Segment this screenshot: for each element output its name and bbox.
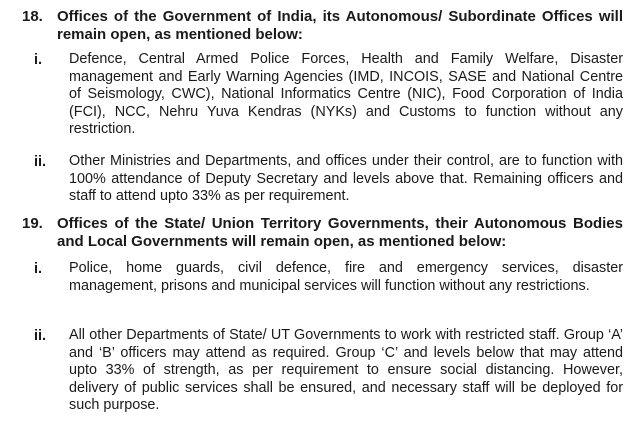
section-18-item-ii-marker: ii. <box>34 154 47 170</box>
section-19-item-ii-marker: ii. <box>34 328 47 344</box>
section-19-item-i-text: Police, home guards, civil defence, fire and emergency services, disaster management, prisons and municipal services will function without any restrictions. <box>69 260 623 294</box>
section-19-heading: Offices of the State/ Union Territory Governments, their Autonomous Bodies and Local Governments will remain open, as mentioned below: <box>57 215 623 250</box>
section-18-item-ii-text: Other Ministries and Departments, and offices under their control, are to function with 100% attendance of Deputy Secretary and levels above that. Remaining officers and staff to attend upto 33% as per requirement. <box>69 153 623 205</box>
section-19-item-ii-text: All other Departments of State/ UT Governments to work with restricted staff. Group ‘A’ and ‘B’ officers may attend as required. Group ‘C’ and levels below that may attend upto 33% of strength, as per requirement to ensure social distancing. However, delivery of public services shall be ensured, and necessary staff will be deployed for such purpose. <box>69 327 623 414</box>
section-18-heading: Offices of the Government of India, its Autonomous/ Subordinate Offices will remain open, as mentioned below: <box>57 8 623 43</box>
section-18-number: 18. <box>22 8 43 25</box>
section-18-item-i-marker: i. <box>34 52 43 68</box>
section-18-item-i-text: Defence, Central Armed Police Forces, Health and Family Welfare, Disaster management and Early Warning Agencies (IMD, INCOIS, SASE and National Centre of Seismology, CWC), National Informatics Centre (NIC), Food Corporation of India (FCI), NCC, Nehru Yuva Kendras (NYKs) and Customs to function without any restriction. <box>69 51 623 138</box>
section-19-number: 19. <box>22 215 43 232</box>
section-19-item-i-marker: i. <box>34 261 43 277</box>
